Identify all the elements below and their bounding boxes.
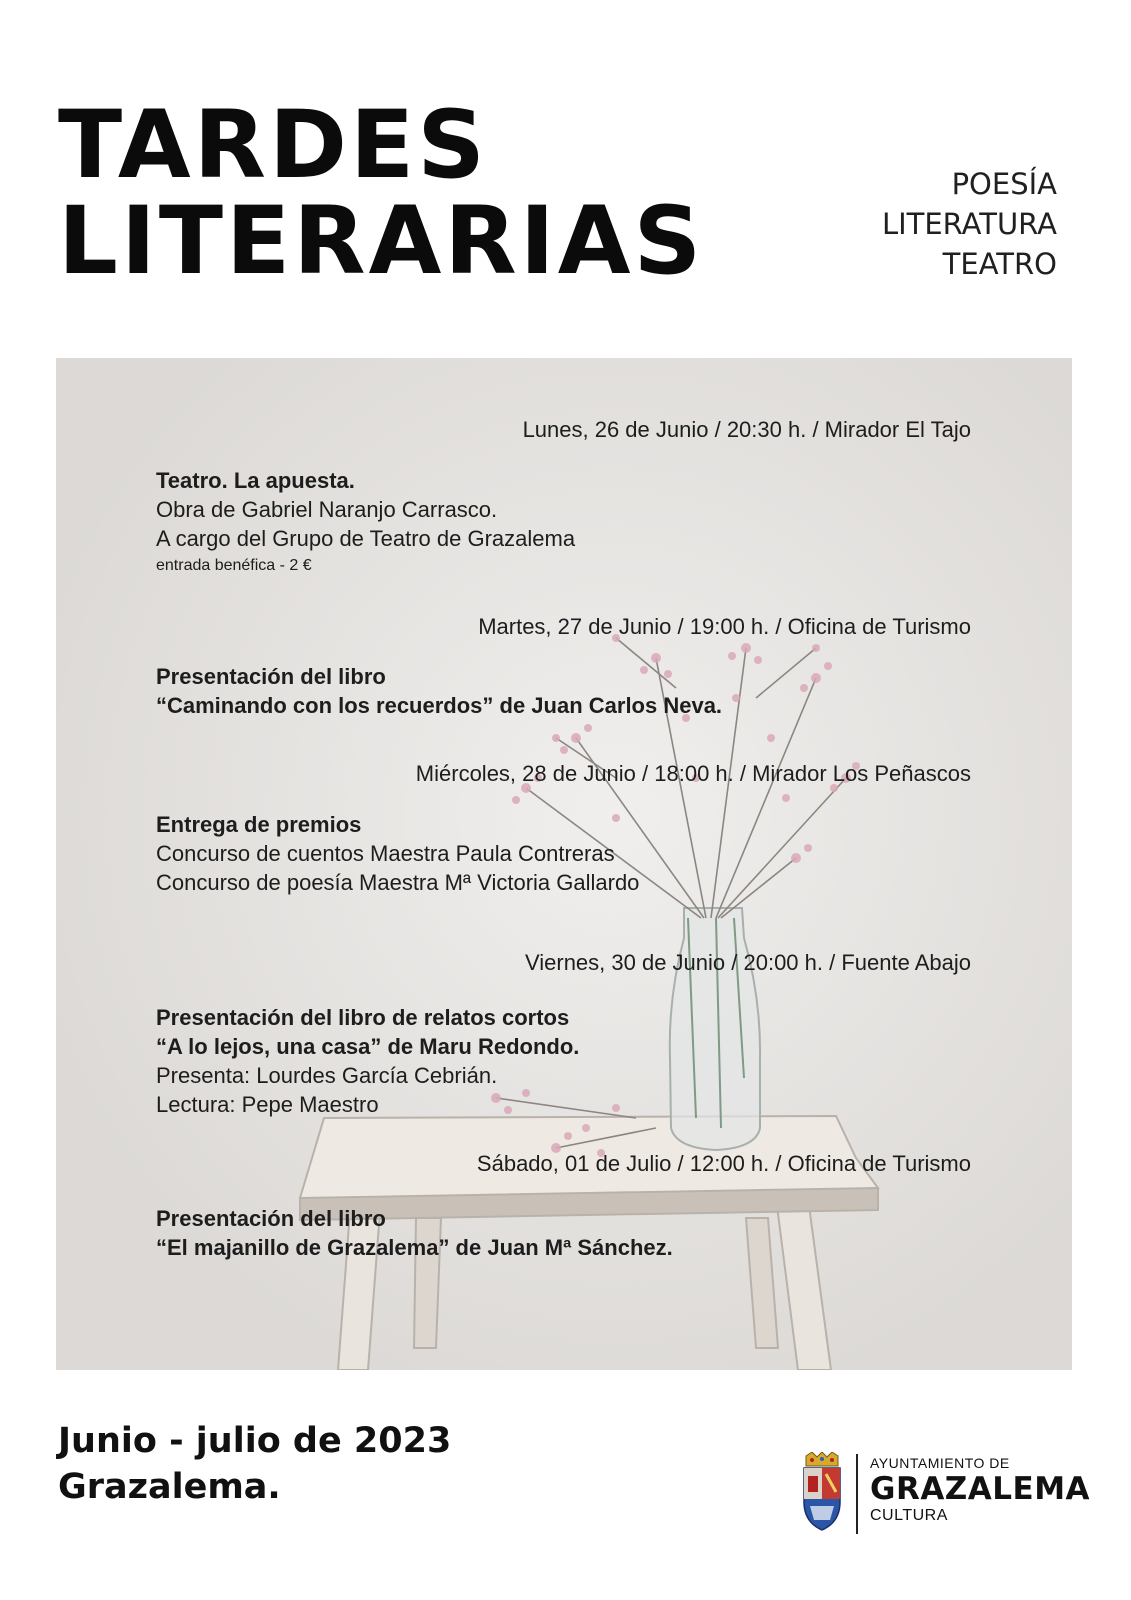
footer-dates: Junio - julio de 2023 [58, 1421, 452, 1461]
event-5-details [156, 1204, 673, 1262]
event-5-meta: Sábado, 01 de Julio / 12:00 h. / Oficina de Turismo [476, 1151, 971, 1176]
logo-line-cultura: CULTURA [870, 1507, 948, 1524]
event-4-title: Presentación del libro de relatos cortos [156, 1005, 570, 1030]
event-3-line: Concurso de poesía Maestra Mª Victoria Gallardo [156, 870, 640, 895]
event-1-title: Teatro. La apuesta. [156, 468, 355, 493]
category-teatro: TEATRO [942, 247, 1057, 281]
event-1-line: A cargo del Grupo de Teatro de Grazalema [156, 526, 576, 551]
event-3-meta: Miércoles, 28 de Junio / 18:00 h. / Mirador Los Peñascos [415, 761, 971, 786]
event-2-title: Presentación del libro [156, 664, 386, 689]
event-2-meta: Martes, 27 de Junio / 19:00 h. / Oficina de Turismo [478, 614, 971, 639]
category-list [882, 164, 1057, 284]
event-1-meta: Lunes, 26 de Junio / 20:30 h. / Mirador El Tajo [522, 417, 971, 442]
logo-text [870, 1454, 1090, 1526]
event-1-line: Obra de Gabriel Naranjo Carrasco. [156, 497, 498, 522]
event-4-line: “A lo lejos, una casa” de Maru Redondo. [156, 1034, 580, 1059]
footer-info [58, 1418, 451, 1510]
logo-divider [856, 1454, 858, 1534]
event-2-details [156, 662, 722, 720]
event-1-details [156, 466, 575, 579]
event-5-title: Presentación del libro [156, 1206, 386, 1231]
event-3-line: Concurso de cuentos Maestra Paula Contreras [156, 841, 615, 866]
event-2-line: “Caminando con los recuerdos” de Juan Carlos Neva. [156, 693, 723, 718]
coat-of-arms-icon [800, 1452, 844, 1532]
event-5-line: “El majanillo de Grazalema” de Juan Mª Sánchez. [156, 1235, 673, 1260]
logo-line-ayuntamiento: AYUNTAMIENTO DE [870, 1455, 1010, 1471]
title-line-1: TARDES [58, 91, 488, 200]
title-line-2: LITERARIAS [58, 187, 705, 296]
event-3-details [156, 810, 639, 897]
background-photo [56, 358, 1072, 1370]
poster-title [58, 91, 705, 296]
event-4-line: Presenta: Lourdes García Cebrián. [156, 1063, 498, 1088]
category-poesia: POESÍA [951, 167, 1057, 201]
glass-vase [670, 908, 760, 1150]
footer-place: Grazalema. [58, 1467, 281, 1507]
ayuntamiento-logo [800, 1452, 1091, 1538]
event-4-details [156, 1003, 579, 1119]
category-literatura: LITERATURA [881, 207, 1057, 241]
event-4-line: Lectura: Pepe Maestro [156, 1092, 379, 1117]
event-1-price: entrada benéfica - 2 € [156, 557, 312, 574]
logo-line-grazalema: GRAZALEMA [870, 1471, 1091, 1507]
event-4-meta: Viernes, 30 de Junio / 20:00 h. / Fuente Abajo [524, 950, 971, 975]
event-3-title: Entrega de premios [156, 812, 362, 837]
